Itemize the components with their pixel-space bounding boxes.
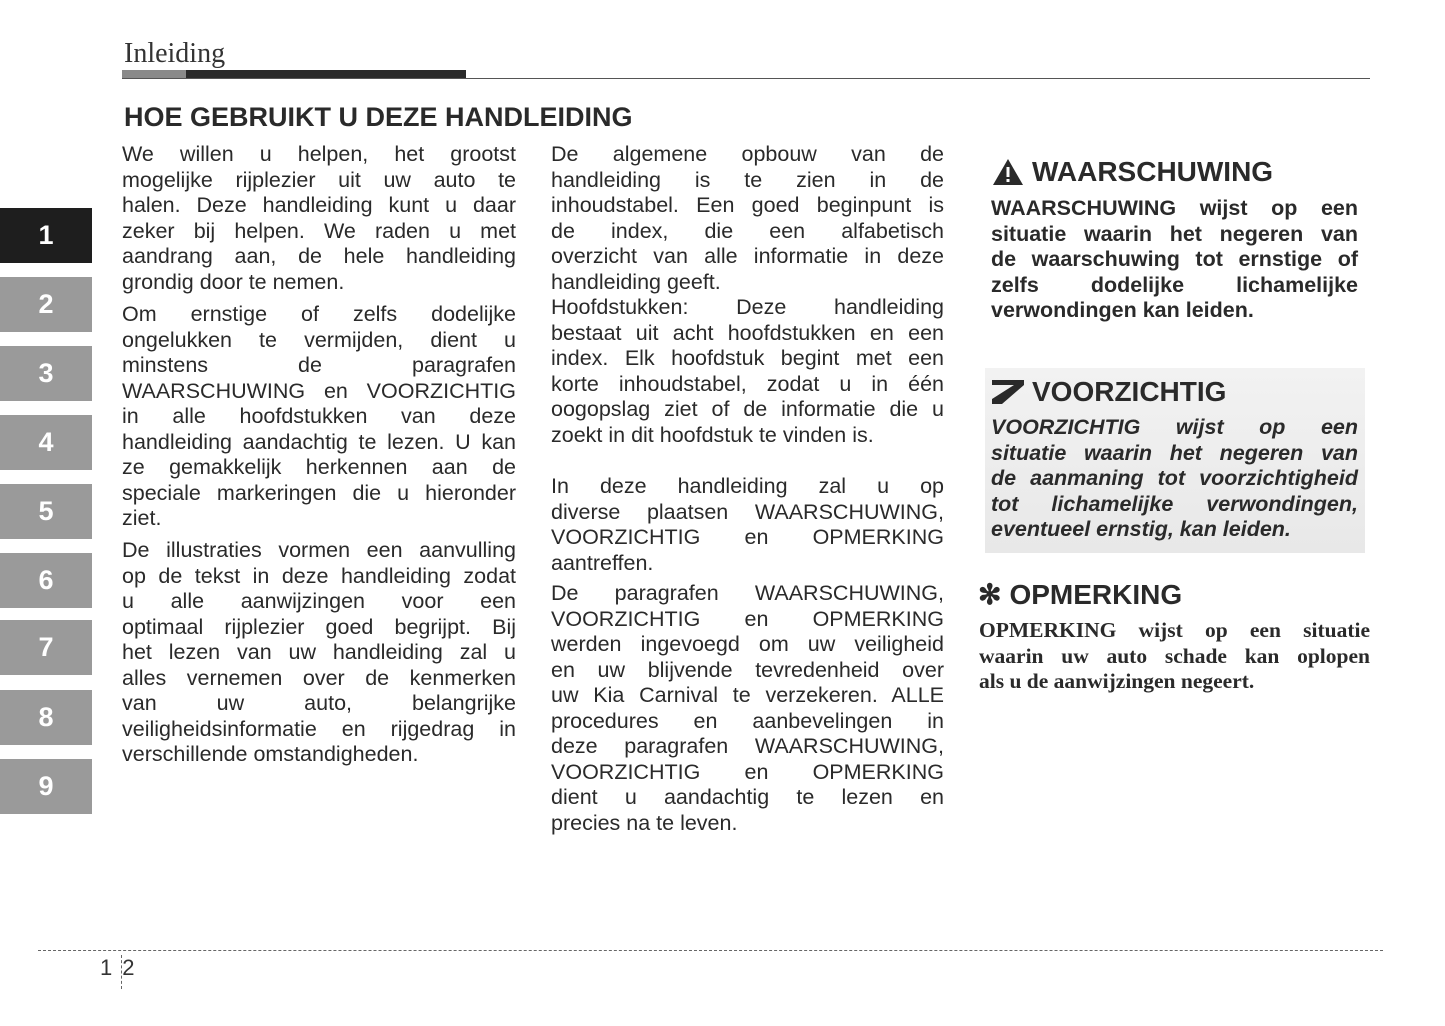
- text-line: OPMERKING wijst op een situatie: [979, 618, 1370, 642]
- col2-paragraph: [551, 474, 944, 576]
- section-header: Inleiding: [124, 38, 226, 69]
- asterisk-icon: ✻: [978, 579, 1002, 610]
- text-line: tot lichamelijke verwondingen,: [991, 491, 1358, 516]
- text-line: aandrang aan, de hele handleiding: [122, 244, 516, 268]
- text-line: oogopslag ziet of de informatie die u: [551, 397, 944, 421]
- text-line: op de tekst in deze handleiding zodat: [122, 563, 516, 588]
- text-line: werden ingevoegd om uw veiligheid: [551, 632, 944, 656]
- text-line: ziet.: [122, 506, 162, 530]
- caution-title: VOORZICHTIG: [1032, 376, 1227, 407]
- text-line: VOORZICHTIG wijst op een: [991, 415, 1358, 439]
- col1-paragraph: [122, 302, 516, 532]
- text-line: VOORZICHTIG en OPMERKING: [551, 759, 944, 784]
- text-line: WAARSCHUWING wijst op een: [991, 196, 1358, 220]
- text-line: het lezen van uw handleiding zal u: [122, 640, 516, 664]
- text-line: en uw blijvende tevredenheid over: [551, 657, 944, 682]
- text-line: veiligheidsinformatie en rijgedrag in: [122, 716, 516, 741]
- page-title: HOE GEBRUIKT U DEZE HANDLEIDING: [124, 102, 633, 132]
- col2-paragraph: [551, 581, 944, 836]
- chapter-tab-8[interactable]: 8: [0, 690, 92, 745]
- text-line: u alle aanwijzingen voor een: [122, 589, 516, 613]
- text-line: verschillende omstandigheden.: [122, 742, 419, 766]
- col1-paragraph: [122, 538, 516, 768]
- caution-text: [991, 415, 1358, 543]
- text-line: VOORZICHTIG en OPMERKING: [551, 525, 944, 549]
- chapter-tab-4[interactable]: 4: [0, 415, 92, 470]
- caution-heading: [992, 376, 1226, 408]
- text-line: ongelukken te vermijden, dient u: [122, 327, 516, 352]
- text-line: Om ernstige of zelfs dodelijke: [122, 302, 516, 326]
- text-line: alles vernemen over de kenmerken: [122, 665, 516, 690]
- text-line: optimaal rijplezier goed begrijpt. Bij: [122, 614, 516, 639]
- text-line: aantreffen.: [551, 550, 654, 575]
- warning-title: WAARSCHUWING: [1032, 156, 1274, 187]
- text-line: overzicht van alle informatie in deze: [551, 244, 944, 268]
- text-line: de aanmaning tot voorzichtigheid: [991, 466, 1358, 490]
- text-line: zoekt in dit hoofdstuk te vinden is.: [551, 422, 874, 447]
- text-line: precies na te leven.: [551, 810, 738, 835]
- text-line: de index, die een alfabetisch: [551, 218, 944, 243]
- page-chapter: 1: [100, 955, 113, 980]
- text-line: diverse plaatsen WAARSCHUWING,: [551, 499, 944, 524]
- text-line: minstens de paragrafen: [122, 353, 516, 377]
- note-text: [979, 618, 1370, 695]
- text-line: De illustraties vormen een aanvulling: [122, 538, 516, 562]
- text-line: de waarschuwing tot ernstige of: [991, 247, 1358, 271]
- text-line: handleiding is te zien in de: [551, 167, 944, 192]
- text-line: VOORZICHTIG en OPMERKING: [551, 606, 944, 631]
- footer-rule: [38, 950, 1383, 951]
- text-line: situatie waarin het negeren van: [991, 221, 1358, 246]
- page-index: 2: [122, 955, 135, 980]
- text-line: eventueel ernstig, kan leiden.: [991, 517, 1291, 541]
- text-line: halen. Deze handleiding kunt u daar: [122, 193, 516, 217]
- text-line: handleiding geeft.: [551, 269, 721, 294]
- warning-triangle-icon: [992, 158, 1024, 186]
- col2-paragraph: [551, 142, 944, 295]
- text-line: mogelijke rijplezier uit uw auto te: [122, 167, 516, 192]
- text-line: inhoudstabel. Een goed beginpunt is: [551, 193, 944, 217]
- text-line: zeker bij helpen. We raden u met: [122, 218, 516, 243]
- chapter-tab-9[interactable]: 9: [0, 759, 92, 814]
- text-line: situatie waarin het negeren van: [991, 440, 1358, 465]
- text-line: verwondingen kan leiden.: [991, 298, 1254, 322]
- text-line: WAARSCHUWING en VOORZICHTIG: [122, 378, 516, 403]
- chapter-tab-6[interactable]: 6: [0, 553, 92, 608]
- text-line: van uw auto, belangrijke: [122, 691, 516, 715]
- text-line: zelfs dodelijke lichamelijke: [991, 272, 1358, 297]
- caution-slash-icon: [992, 380, 1024, 404]
- text-line: We willen u helpen, het grootst: [122, 142, 516, 166]
- chapter-tab-5[interactable]: 5: [0, 484, 92, 539]
- text-line: dient u aandachtig te lezen en: [551, 785, 944, 809]
- text-line: index. Elk hoofdstuk begint met een: [551, 346, 944, 370]
- chapter-tab-3[interactable]: 3: [0, 346, 92, 401]
- col2-paragraph: [551, 295, 944, 448]
- text-line: bestaat uit acht hoofdstukken en een: [551, 320, 944, 345]
- text-line: handleiding aandachtig te lezen. U kan: [122, 429, 516, 454]
- text-line: In deze handleiding zal u op: [551, 474, 944, 498]
- text-line: ze gemakkelijk herkennen aan de: [122, 455, 516, 479]
- header-rule: [122, 78, 1370, 79]
- chapter-tab-7[interactable]: 7: [0, 620, 92, 675]
- warning-heading: [992, 156, 1273, 188]
- page-number: [100, 955, 135, 981]
- text-line: Hoofdstukken: Deze handleiding: [551, 295, 944, 319]
- text-line: als u de aanwijzingen negeert.: [979, 669, 1255, 693]
- chapter-tab-1[interactable]: 1: [0, 208, 92, 263]
- note-title: OPMERKING: [1009, 578, 1183, 610]
- text-line: waarin uw auto schade kan oplopen: [979, 643, 1370, 668]
- text-line: speciale markeringen die u hieronder: [122, 480, 516, 505]
- text-line: deze paragrafen WAARSCHUWING,: [551, 734, 944, 758]
- text-line: uw Kia Carnival te verzekeren. ALLE: [551, 683, 944, 707]
- text-line: procedures en aanbevelingen in: [551, 708, 944, 733]
- text-line: De algemene opbouw van de: [551, 142, 944, 166]
- text-line: De paragrafen WAARSCHUWING,: [551, 581, 944, 605]
- warning-text: [991, 196, 1358, 324]
- note-heading: [978, 578, 1182, 611]
- text-line: grondig door te nemen.: [122, 269, 345, 294]
- text-line: in alle hoofdstukken van deze: [122, 404, 516, 428]
- text-line: korte inhoudstabel, zodat u in één: [551, 371, 944, 396]
- page-number-separator: [121, 955, 122, 989]
- chapter-tab-2[interactable]: 2: [0, 277, 92, 332]
- col1-paragraph: [122, 142, 516, 295]
